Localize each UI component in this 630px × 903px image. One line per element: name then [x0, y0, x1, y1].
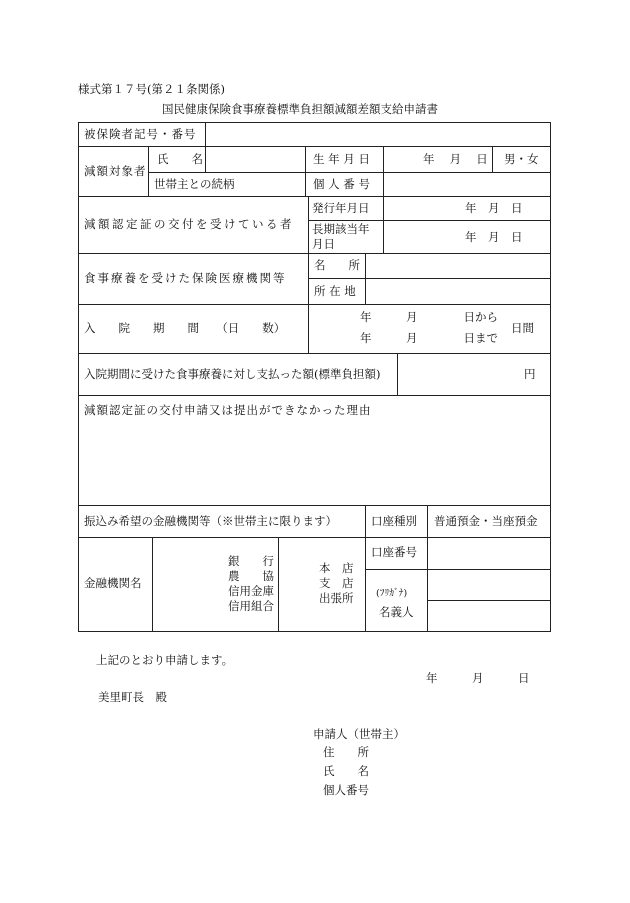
- amount-unit: 円: [524, 367, 536, 381]
- account-type-label: 口座種別: [371, 514, 417, 528]
- amount-label: 入院期間に受けた食事療養に対し支払った額(標準負担額): [84, 367, 381, 381]
- applicant-label: 申請人（世帯主）: [313, 727, 405, 741]
- name-label: 氏 名: [157, 152, 203, 166]
- issue-date-label: 発行年月日: [312, 201, 370, 215]
- insured-symbol-label: 被保険者記号・番号: [84, 127, 197, 141]
- applicant-name-label: 氏 名: [323, 764, 369, 778]
- period-days: 日間: [511, 321, 534, 335]
- branch-name-field[interactable]: [279, 538, 315, 631]
- bank-name-label: 金融機関名: [84, 576, 142, 590]
- bank-name-field[interactable]: [153, 538, 225, 631]
- account-number-label: 口座番号: [371, 545, 417, 559]
- period-label: 入 院 期 間 （日 数）: [84, 321, 286, 335]
- period-to: 年 月 日まで: [360, 331, 498, 345]
- account-number-field[interactable]: [428, 538, 550, 569]
- branch-type-honten: 本 店: [319, 561, 354, 575]
- bank-type-shinkumi: 信用組合: [228, 599, 274, 613]
- branch-type-shiten: 支 店: [319, 576, 354, 590]
- bank-type-shinkin: 信用金庫: [228, 584, 274, 598]
- institution-address-field[interactable]: [366, 279, 550, 304]
- birthdate-label: 生 年 月 日: [313, 152, 370, 166]
- application-date: 年 月 日: [426, 671, 530, 685]
- birthdate-value: 年 月 日: [423, 152, 488, 166]
- medical-institution-label: 食事療養を受けた保険医療機関等: [84, 271, 287, 285]
- personal-number-label: 個 人 番 号: [313, 177, 370, 191]
- institution-name-label: 名 所: [314, 258, 360, 272]
- issue-date-value: 年 月 日: [465, 201, 523, 215]
- relation-field[interactable]: [206, 173, 305, 196]
- long-term-label-line1: 長期該当年: [312, 222, 370, 236]
- holder-label: 名義人: [379, 605, 414, 619]
- applicant-address-label: 住 所: [323, 745, 369, 759]
- branch-type-shuchojo: 出張所: [319, 591, 354, 605]
- declaration-statement: 上記のとおり申請します。: [96, 653, 234, 667]
- holder-field[interactable]: [428, 601, 550, 631]
- furigana-field[interactable]: [428, 570, 550, 600]
- name-field[interactable]: [206, 147, 305, 172]
- form-number: 様式第１７号(第２１条関係): [78, 82, 225, 96]
- long-term-value: 年 月 日: [465, 230, 523, 244]
- reason-field[interactable]: [79, 422, 550, 505]
- reason-label: 減額認定証の交付申請又は提出ができなかった理由: [84, 403, 372, 417]
- period-from: 年 月 日から: [360, 310, 498, 324]
- applicant-personal-number-label: 個人番号: [323, 783, 369, 797]
- furigana-label: (ﾌﾘｶﾞﾅ): [376, 588, 408, 599]
- bank-wish-label: 振込み希望の金融機関等（※世帯主に限ります）: [84, 514, 337, 528]
- relation-label: 世帯主との続柄: [154, 177, 235, 191]
- certificate-label: 減額認定証の交付を受けている者: [84, 217, 294, 231]
- addressee: 美里町長 殿: [98, 690, 167, 704]
- target-person-label: 減額対象者: [84, 164, 147, 178]
- insured-symbol-field[interactable]: [206, 123, 550, 146]
- institution-name-field[interactable]: [366, 254, 550, 278]
- institution-address-label: 所 在 地: [314, 284, 356, 298]
- sex-value: 男・女: [504, 152, 539, 166]
- long-term-label-line2: 月日: [312, 237, 335, 251]
- personal-number-field[interactable]: [384, 173, 550, 196]
- amount-field[interactable]: [398, 354, 520, 395]
- bank-type-nokyo: 農 協: [228, 569, 274, 583]
- application-form-table: [78, 122, 551, 632]
- form-title: 国民健康保険食事療養標準負担額減額差額支給申請書: [162, 102, 438, 116]
- account-type-value: 普通預金・当座預金: [434, 514, 538, 528]
- bank-type-ginko: 銀 行: [228, 554, 274, 568]
